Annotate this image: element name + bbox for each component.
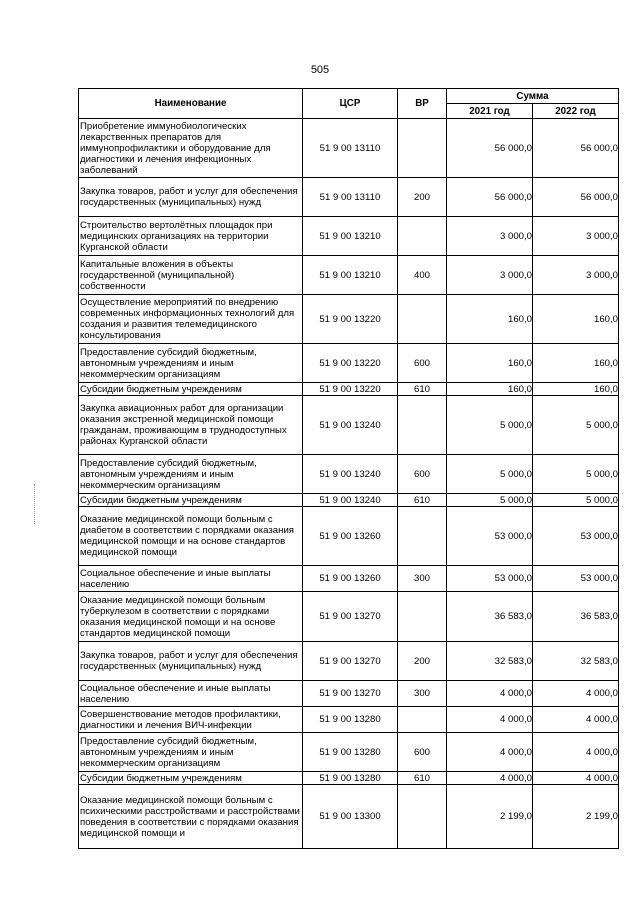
- row-amount-2021: 4 000,0: [447, 681, 533, 707]
- row-amount-2021: 160,0: [447, 295, 533, 344]
- table-row: [79, 507, 619, 566]
- row-vr: [398, 119, 447, 178]
- budget-table: [78, 88, 619, 849]
- row-csr: 51 9 00 13260: [303, 507, 398, 566]
- row-amount-2021: 3 000,0: [447, 256, 533, 295]
- row-csr: 51 9 00 13220: [303, 383, 398, 396]
- row-vr: [398, 217, 447, 256]
- table-row: [79, 566, 619, 592]
- row-name: Предоставление субсидий бюджетным, автономным учреждениям и иным некоммерческим организациям: [79, 344, 303, 383]
- header-vr: ВР: [398, 89, 447, 119]
- row-csr: 51 9 00 13110: [303, 119, 398, 178]
- row-amount-2022: 3 000,0: [533, 256, 619, 295]
- row-amount-2021: 160,0: [447, 344, 533, 383]
- row-csr: 51 9 00 13210: [303, 217, 398, 256]
- row-amount-2021: 2 199,0: [447, 785, 533, 849]
- row-amount-2022: 3 000,0: [533, 217, 619, 256]
- row-amount-2022: 32 583,0: [533, 642, 619, 681]
- row-csr: 51 9 00 13270: [303, 592, 398, 642]
- row-amount-2022: 4 000,0: [533, 681, 619, 707]
- table-row: [79, 256, 619, 295]
- row-vr: [398, 707, 447, 733]
- row-name: Закупка товаров, работ и услуг для обеспечения государственных (муниципальных) нужд: [79, 642, 303, 681]
- row-amount-2022: 5 000,0: [533, 494, 619, 507]
- row-name: Оказание медицинской помощи больным с диабетом в соответствии с порядками оказания медицинской помощи и на основе стандартов медицинской помощи: [79, 507, 303, 566]
- row-name: Совершенствование методов профилактики, диагностики и лечения ВИЧ-инфекции: [79, 707, 303, 733]
- row-csr: 51 9 00 13280: [303, 707, 398, 733]
- row-vr: 300: [398, 566, 447, 592]
- table-body: [79, 119, 619, 849]
- row-amount-2021: 5 000,0: [447, 494, 533, 507]
- row-amount-2021: 56 000,0: [447, 178, 533, 217]
- row-amount-2021: 4 000,0: [447, 772, 533, 785]
- row-amount-2022: 160,0: [533, 295, 619, 344]
- table-row: [79, 396, 619, 455]
- row-amount-2022: 4 000,0: [533, 772, 619, 785]
- header-csr: ЦСР: [303, 89, 398, 119]
- row-amount-2022: 56 000,0: [533, 178, 619, 217]
- row-csr: 51 9 00 13270: [303, 681, 398, 707]
- header-name: Наименование: [79, 89, 303, 119]
- row-amount-2022: 56 000,0: [533, 119, 619, 178]
- row-vr: [398, 295, 447, 344]
- row-vr: [398, 507, 447, 566]
- row-amount-2022: 160,0: [533, 344, 619, 383]
- row-name: Предоставление субсидий бюджетным, автономным учреждениям и иным некоммерческим организациям: [79, 455, 303, 494]
- header-sum: Сумма: [447, 89, 619, 104]
- row-amount-2021: 4 000,0: [447, 707, 533, 733]
- row-name: Субсидии бюджетным учреждениям: [79, 772, 303, 785]
- row-csr: 51 9 00 13280: [303, 733, 398, 772]
- table-row: [79, 383, 619, 396]
- row-amount-2021: 32 583,0: [447, 642, 533, 681]
- table-row: [79, 455, 619, 494]
- row-csr: 51 9 00 13240: [303, 494, 398, 507]
- row-csr: 51 9 00 13220: [303, 295, 398, 344]
- row-vr: [398, 785, 447, 849]
- table-row: [79, 772, 619, 785]
- row-csr: 51 9 00 13280: [303, 772, 398, 785]
- row-amount-2021: 160,0: [447, 383, 533, 396]
- table-row: [79, 217, 619, 256]
- row-amount-2021: 53 000,0: [447, 566, 533, 592]
- row-csr: 51 9 00 13270: [303, 642, 398, 681]
- table-row: [79, 344, 619, 383]
- table-row: [79, 592, 619, 642]
- row-csr: 51 9 00 13260: [303, 566, 398, 592]
- row-amount-2022: 4 000,0: [533, 733, 619, 772]
- table-row: [79, 295, 619, 344]
- row-vr: [398, 592, 447, 642]
- row-amount-2022: 5 000,0: [533, 396, 619, 455]
- row-name: Строительство вертолётных площадок при медицинских организациях на территории Курганской области: [79, 217, 303, 256]
- row-amount-2021: 56 000,0: [447, 119, 533, 178]
- row-amount-2021: 5 000,0: [447, 396, 533, 455]
- table-row: [79, 707, 619, 733]
- header-2021: 2021 год: [447, 104, 533, 119]
- row-amount-2022: 5 000,0: [533, 455, 619, 494]
- row-vr: 600: [398, 733, 447, 772]
- row-name: Социальное обеспечение и иные выплаты населению: [79, 566, 303, 592]
- row-name: Закупка товаров, работ и услуг для обеспечения государственных (муниципальных) нужд: [79, 178, 303, 217]
- row-vr: 610: [398, 383, 447, 396]
- row-amount-2022: 36 583,0: [533, 592, 619, 642]
- row-name: Закупка авиационных работ для организации оказания экстренной медицинской помощи гражданам, проживающим в труднодоступных районах Курганской области: [79, 396, 303, 455]
- table-row: [79, 642, 619, 681]
- row-csr: 51 9 00 13240: [303, 455, 398, 494]
- row-name: Капитальные вложения в объекты государственной (муниципальной) собственности: [79, 256, 303, 295]
- row-amount-2021: 36 583,0: [447, 592, 533, 642]
- table-row: [79, 785, 619, 849]
- row-vr: 610: [398, 772, 447, 785]
- row-csr: 51 9 00 13240: [303, 396, 398, 455]
- row-csr: 51 9 00 13210: [303, 256, 398, 295]
- table-row: [79, 681, 619, 707]
- row-amount-2022: 160,0: [533, 383, 619, 396]
- row-vr: 610: [398, 494, 447, 507]
- row-vr: 200: [398, 178, 447, 217]
- header-2022: 2022 год: [533, 104, 619, 119]
- table-row: [79, 494, 619, 507]
- row-csr: 51 9 00 13220: [303, 344, 398, 383]
- row-amount-2022: 2 199,0: [533, 785, 619, 849]
- row-name: Социальное обеспечение и иные выплаты населению: [79, 681, 303, 707]
- row-vr: 600: [398, 344, 447, 383]
- row-amount-2021: 53 000,0: [447, 507, 533, 566]
- row-vr: 600: [398, 455, 447, 494]
- row-vr: 400: [398, 256, 447, 295]
- row-amount-2021: 3 000,0: [447, 217, 533, 256]
- scan-artifact: [34, 484, 36, 524]
- row-amount-2021: 5 000,0: [447, 455, 533, 494]
- row-csr: 51 9 00 13110: [303, 178, 398, 217]
- row-name: Приобретение иммунобиологических лекарственных препаратов для иммунопрофилактики и оборудование для диагностики и лечения инфекционных заболеваний: [79, 119, 303, 178]
- row-csr: 51 9 00 13300: [303, 785, 398, 849]
- row-name: Оказание медицинской помощи больным с психическими расстройствами и расстройствами поведения в соответствии с порядками оказания медицинской помощи и: [79, 785, 303, 849]
- row-amount-2022: 53 000,0: [533, 566, 619, 592]
- row-name: Предоставление субсидий бюджетным, автономным учреждениям и иным некоммерческим организациям: [79, 733, 303, 772]
- row-name: Субсидии бюджетным учреждениям: [79, 383, 303, 396]
- row-vr: 300: [398, 681, 447, 707]
- row-name: Оказание медицинской помощи больным туберкулезом в соответствии с порядками оказания медицинской помощи и на основе стандартов медицинской помощи: [79, 592, 303, 642]
- row-vr: 200: [398, 642, 447, 681]
- row-name: Субсидии бюджетным учреждениям: [79, 494, 303, 507]
- row-amount-2021: 4 000,0: [447, 733, 533, 772]
- row-vr: [398, 396, 447, 455]
- table-row: [79, 733, 619, 772]
- row-amount-2022: 53 000,0: [533, 507, 619, 566]
- header-row-1: [79, 89, 619, 104]
- row-amount-2022: 4 000,0: [533, 707, 619, 733]
- row-name: Осуществление мероприятий по внедрению современных информационных технологий для создания и развития телемедицинского консультирования: [79, 295, 303, 344]
- table-row: [79, 119, 619, 178]
- page-number: 505: [310, 64, 330, 76]
- table-row: [79, 178, 619, 217]
